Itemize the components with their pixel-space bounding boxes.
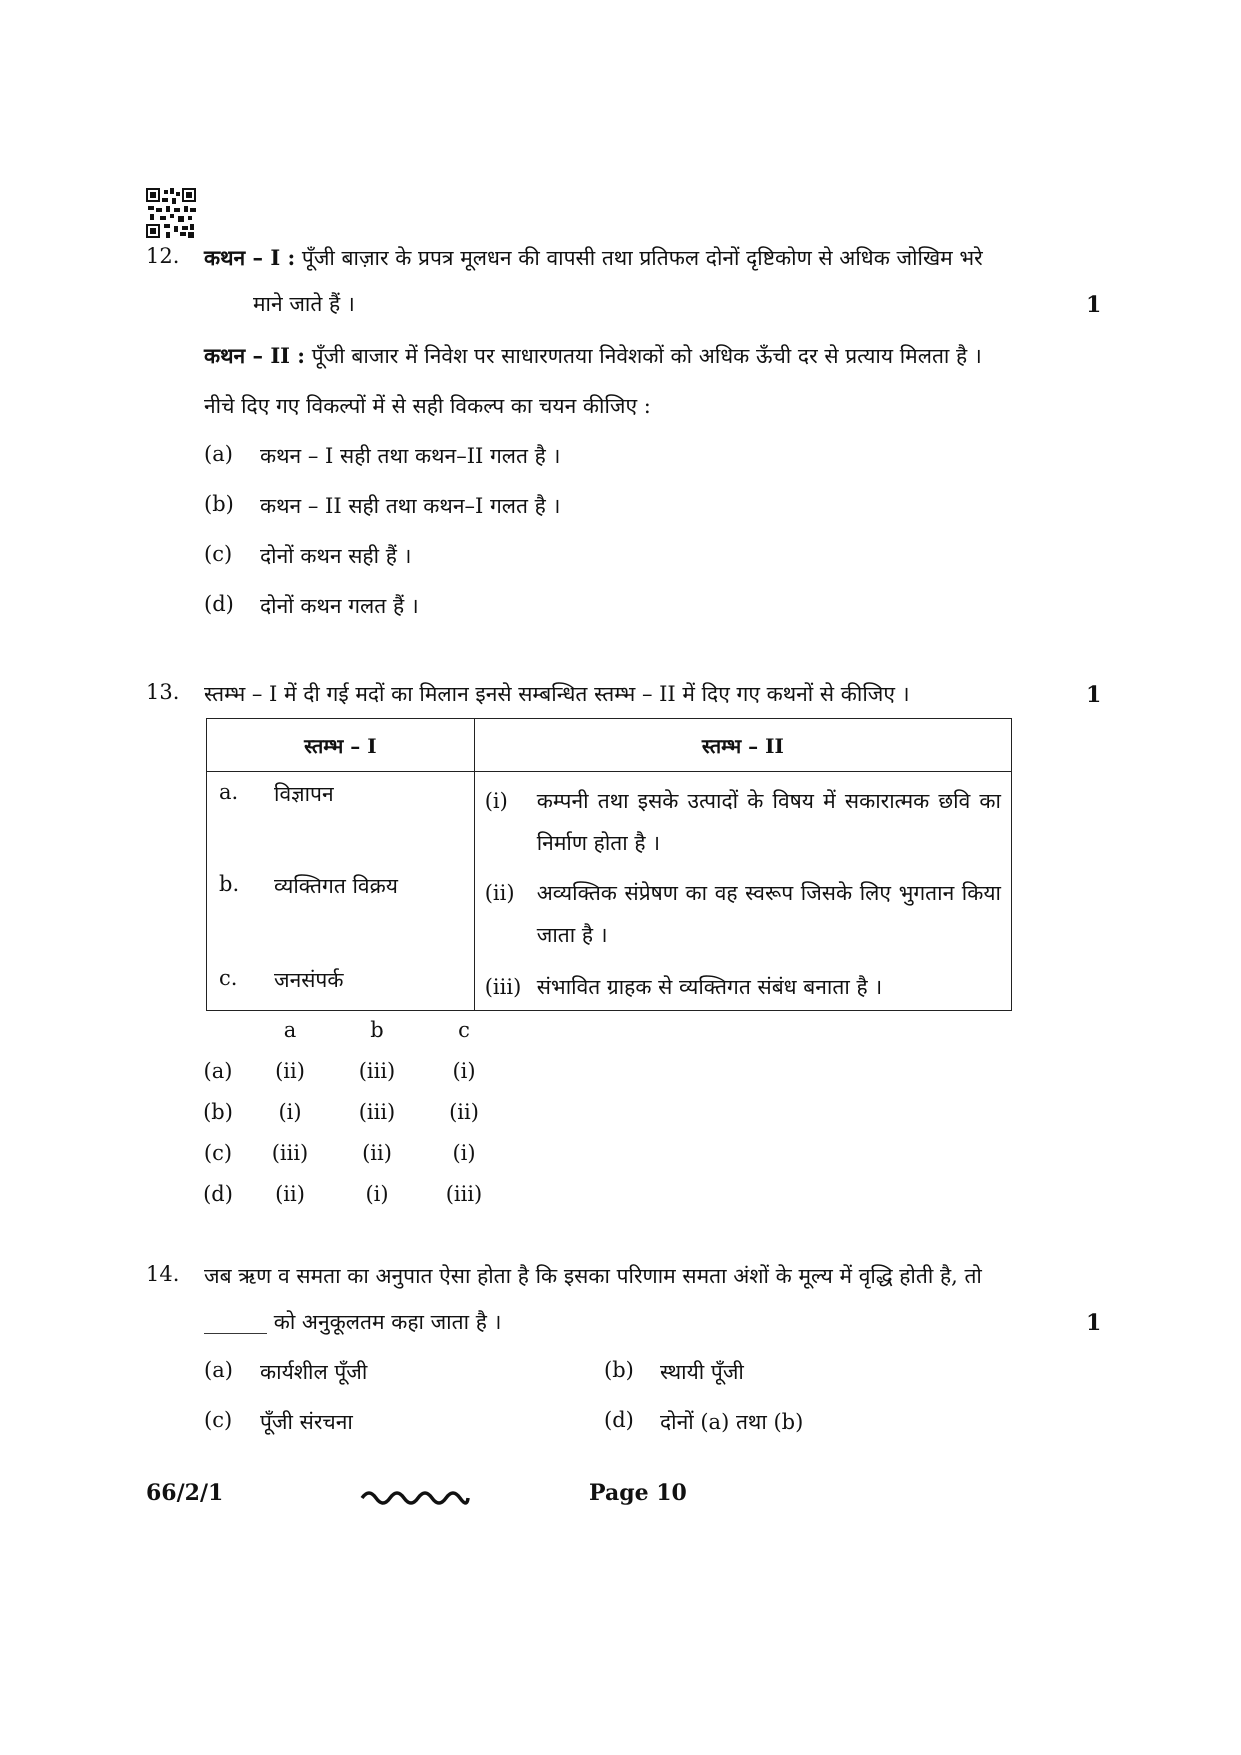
q14-option-text: दोनों (a) तथा (b) xyxy=(660,1410,804,1434)
q12-statement-1-text: पूँजी बाज़ार के प्रपत्र मूलधन की वापसी तथा प्रतिफल दोनों दृष्टिकोण से अधिक जोखिम भरे xyxy=(301,246,983,270)
answer-cell: (ii) xyxy=(362,1141,392,1165)
q12-statement-1 xyxy=(204,244,983,272)
q14-text-line-2-content: को अनुकूलतम कहा जाता है । xyxy=(273,1310,502,1334)
answer-cell: (iii) xyxy=(271,1141,309,1165)
answer-label: (c) xyxy=(203,1141,233,1165)
q13-marks: 1 xyxy=(1086,682,1102,708)
answer-label: (d) xyxy=(203,1182,233,1206)
q12-statement-2 xyxy=(204,342,982,370)
q14-option-text: पूँजी संरचना xyxy=(260,1410,353,1434)
q12-option-text: कथन – I सही तथा कथन–II गलत है । xyxy=(260,444,561,468)
paper-code: 66/2/1 xyxy=(146,1480,224,1506)
q12-option-text: दोनों कथन सही हैं । xyxy=(260,544,412,568)
matching-table xyxy=(206,718,1012,1011)
row-item: विज्ञापन xyxy=(274,782,334,806)
q13-text: स्तम्भ – I में दी गई मदों का मिलान इनसे सम्बन्धित स्तम्भ – II में दिए गए कथनों से कीजिए । xyxy=(204,682,910,706)
table-row xyxy=(207,958,1012,1011)
answer-cell: (i) xyxy=(452,1059,476,1083)
q14-option-text: कार्यशील पूँजी xyxy=(260,1360,368,1384)
q14-option-text: स्थायी पूँजी xyxy=(660,1360,744,1384)
grid-header-cell: b xyxy=(370,1018,384,1042)
q14-option-label: (b) xyxy=(604,1358,634,1382)
answer-label: (b) xyxy=(203,1100,233,1124)
row-item: व्यक्तिगत विक्रय xyxy=(274,874,398,898)
answer-cell: (iii) xyxy=(358,1100,396,1124)
q12-statement-1-label: कथन – I : xyxy=(204,245,296,270)
row-key: b. xyxy=(219,872,240,896)
grid-header-cell: a xyxy=(283,1018,297,1042)
q14-option-label: (c) xyxy=(204,1408,233,1432)
answer-label: (a) xyxy=(203,1059,233,1083)
row-key: a. xyxy=(219,780,239,804)
q12-statement-2-text: पूँजी बाजार में निवेश पर साधारणतया निवेशकों को अधिक ऊँची दर से प्रत्याय मिलता है । xyxy=(311,344,982,368)
table-row xyxy=(207,864,1012,958)
answer-cell: (ii) xyxy=(275,1182,305,1206)
answer-cell: (iii) xyxy=(358,1059,396,1083)
row-description: कम्पनी तथा इसके उत्पादों के विषय में सकारात्मक छवि का निर्माण होता है । xyxy=(536,789,1001,855)
q14-text-line-2 xyxy=(204,1308,501,1336)
q12-option-text: दोनों कथन गलत हैं । xyxy=(260,594,419,618)
column-1-header: स्तम्भ – I xyxy=(207,719,475,772)
row-description: अव्यक्तिक संप्रेषण का वह स्वरूप जिसके लिए भुगतान किया जाता है । xyxy=(536,881,1001,947)
table-row xyxy=(207,772,1012,865)
q14-blank: ______ xyxy=(204,1310,267,1334)
question-number-13: 13. xyxy=(146,680,180,704)
q12-option-label: (c) xyxy=(204,542,233,566)
grid-header-cell: c xyxy=(458,1018,470,1042)
wave-ornament-icon xyxy=(360,1488,470,1508)
question-number-14: 14. xyxy=(146,1262,180,1286)
answer-cell: (ii) xyxy=(449,1100,479,1124)
q14-text-line-1: जब ऋण व समता का अनुपात ऐसा होता है कि इसका परिणाम समता अंशों के मूल्य में वृद्धि होती है, तो xyxy=(204,1264,982,1288)
q14-option-label: (d) xyxy=(604,1408,634,1432)
page-number: Page 10 xyxy=(589,1480,687,1506)
q12-option-label: (b) xyxy=(204,492,234,516)
row-key: (iii) xyxy=(484,975,522,999)
row-description: संभावित ग्राहक से व्यक्तिगत संबंध बनाता है । xyxy=(536,975,883,999)
q12-statement-2-label: कथन – II : xyxy=(204,343,306,368)
answer-cell: (i) xyxy=(278,1100,302,1124)
q12-option-label: (a) xyxy=(204,442,233,466)
row-key: c. xyxy=(219,966,238,990)
answer-cell: (iii) xyxy=(445,1182,483,1206)
row-key: (ii) xyxy=(484,881,515,905)
row-item: जनसंपर्क xyxy=(274,968,344,992)
answer-cell: (ii) xyxy=(275,1059,305,1083)
row-key: (i) xyxy=(484,789,508,813)
q14-option-label: (a) xyxy=(204,1358,233,1382)
q12-option-text: कथन – II सही तथा कथन–I गलत है । xyxy=(260,494,561,518)
qr-code-icon xyxy=(146,188,196,238)
table-header-row xyxy=(207,719,1012,772)
answer-cell: (i) xyxy=(365,1182,389,1206)
q12-instruction: नीचे दिए गए विकल्पों में से सही विकल्प का चयन कीजिए : xyxy=(204,394,651,418)
question-number-12: 12. xyxy=(146,244,180,268)
q12-statement-1-continued: माने जाते हैं । xyxy=(253,292,355,316)
q14-marks: 1 xyxy=(1086,1310,1102,1336)
q12-option-label: (d) xyxy=(204,592,234,616)
q12-marks: 1 xyxy=(1086,292,1102,318)
answer-cell: (i) xyxy=(452,1141,476,1165)
column-2-header: स्तम्भ – II xyxy=(474,719,1011,772)
